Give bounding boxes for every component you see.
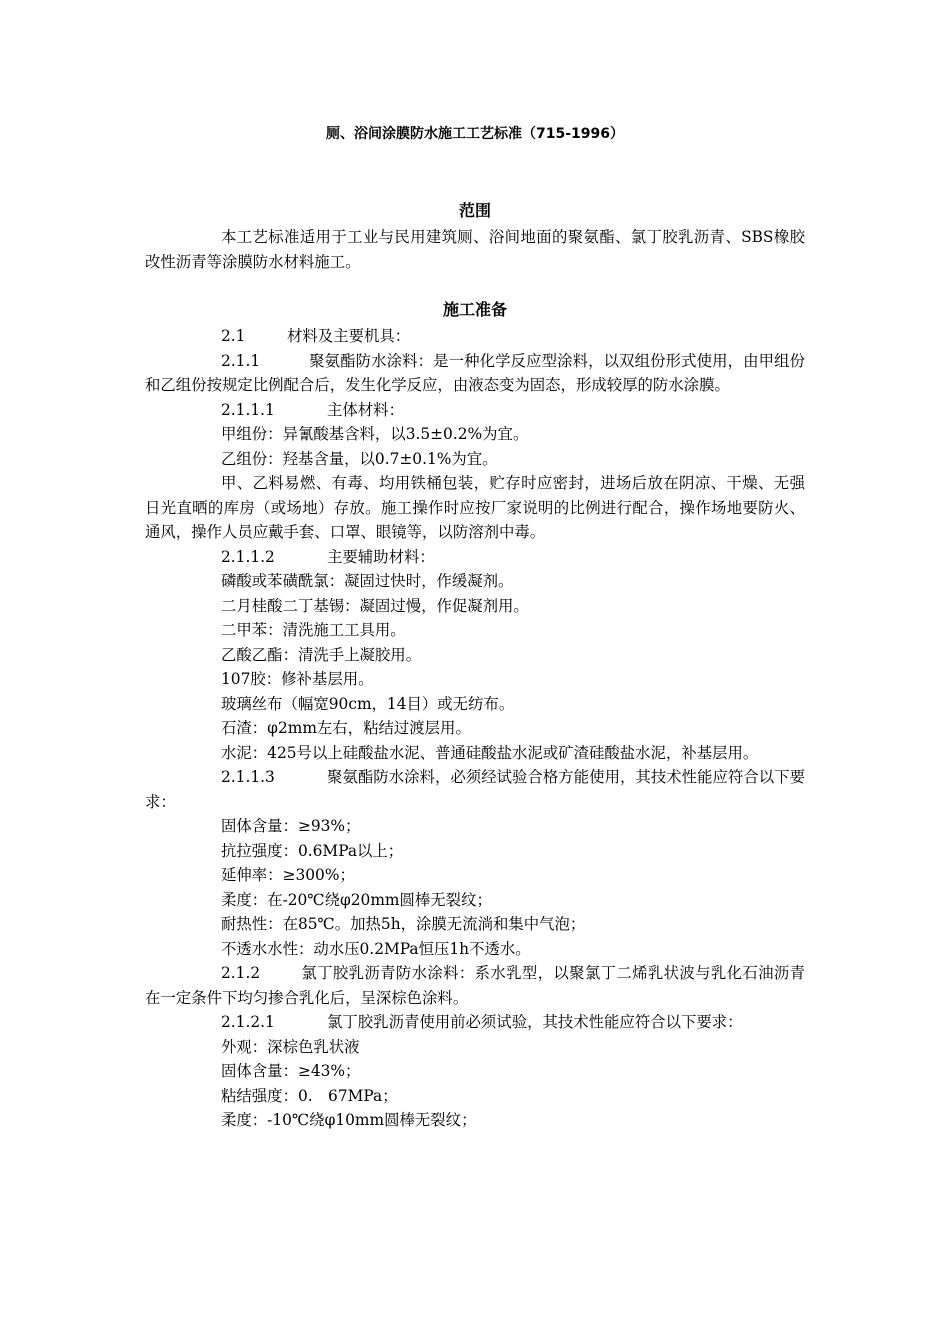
spec-line: 固体含量：≥43%； — [221, 1062, 361, 1080]
section-heading-scope: 范围 — [458, 201, 491, 220]
preparation-section-body — [145, 324, 805, 1133]
scope-paragraph: 本工艺标准适用于工业与民用建筑厕、浴间地面的聚氨酯、氯丁胶乳沥青、SBS橡胶改性沥青等涂膜防水材料施工。 — [145, 228, 805, 271]
spec-line: 粘结强度：0. 67MPa； — [221, 1086, 398, 1105]
section-heading-preparation: 施工准备 — [442, 300, 507, 319]
storage-paragraph: 甲、乙料易燃、有毒、均用铁桶包装，贮存时应密封，进场后放在阴凉、干燥、无强日光直晒的库房（或场地）存放。施工操作时应按厂家说明的比例进行配合，操作场地要防火、通风，操作人员应戴手套、口罩、眼镜等，以防溶剂中毒。 — [145, 474, 805, 541]
clause-text: 主体材料： — [327, 400, 404, 419]
clause-2-1-1-1 — [145, 398, 805, 423]
clause-2-1-1 — [145, 349, 805, 398]
clause-text: 聚氨酯防水涂料：是一种化学反应型涂料，以双组份形式使用，由甲组份和乙组份按规定比例配合后，发生化学反应，由液态变为固态，形成较厚的防水涂膜。 — [145, 351, 805, 394]
clause-2-1-2 — [145, 961, 805, 1010]
spec-line: 柔度：-10℃绕φ10mm圆棒无裂纹； — [221, 1111, 477, 1129]
component-a-line: 甲组份：异氰酸基含料，以3.5±0.2%为宜。 — [221, 425, 529, 443]
clause-2-1-1-2 — [145, 545, 805, 570]
clause-number: 2.1.1.3 — [221, 768, 275, 786]
clause-2-1-2-1 — [145, 1010, 805, 1035]
aux-material-line: 二甲苯：清洗施工工具用。 — [221, 621, 406, 639]
aux-material-line: 磷酸或苯磺酰氯：凝固过快时，作缓凝剂。 — [221, 572, 514, 590]
aux-material-line: 乙酸乙酯：清洗手上凝胶用。 — [221, 645, 422, 664]
clause-2-1-1-3 — [145, 765, 805, 814]
clause-number: 2.1.2.1 — [221, 1013, 275, 1031]
clause-text: 氯丁胶乳沥青防水涂料：系水乳型，以聚氯丁二烯乳状波与乳化石油沥青在一定条件下均匀掺合乳化后，呈深棕色涂料。 — [145, 964, 805, 1007]
spec-line: 固体含量：≥93%； — [221, 817, 361, 835]
spec-line: 抗拉强度：0.6MPa以上； — [221, 841, 404, 860]
spec-line: 外观：深棕色乳状液 — [221, 1037, 360, 1056]
clause-number: 2.1.1.1 — [221, 400, 275, 419]
clause-2-1 — [145, 324, 805, 349]
spec-line: 柔度：在-20℃绕φ20mm圆棒无裂纹； — [221, 890, 492, 909]
spec-line: 耐热性：在85℃。加热5h，涂膜无流淌和集中气泡； — [221, 915, 586, 933]
clause-number: 2.1.2 — [221, 964, 261, 982]
aux-material-line: 玻璃丝布（幅宽90cm，14目）或无纺布。 — [221, 694, 515, 713]
clause-text: 聚氨酯防水涂料，必须经试验合格方能使用，其技术性能应符合以下要求： — [145, 768, 805, 811]
clause-number: 2.1.1 — [221, 351, 261, 370]
document-title: 厕、浴间涂膜防水施工工艺标准（715-1996） — [326, 126, 624, 142]
spec-line: 延伸率：≥300%； — [221, 866, 355, 884]
component-b-line: 乙组份：羟基含量，以0.7±0.1%为宜。 — [221, 449, 498, 468]
aux-material-line: 二月桂酸二丁基锡：凝固过慢，作促凝剂用。 — [221, 596, 529, 615]
spec-line: 不透水水性：动水压0.2MPa恒压1h不透水。 — [221, 939, 531, 958]
clause-text: 材料及主要机具： — [287, 327, 411, 345]
cement-paragraph: 水泥：425号以上硅酸盐水泥、普通硅酸盐水泥或矿渣硅酸盐水泥，补基层用。 — [221, 743, 759, 762]
scope-section-body — [145, 225, 805, 274]
clause-text: 主要辅助材料： — [327, 547, 435, 566]
clause-number: 2.1.1.2 — [221, 547, 275, 566]
clause-number: 2.1 — [221, 327, 246, 345]
clause-text: 氯丁胶乳沥青使用前必须试验，其技术性能应符合以下要求： — [327, 1013, 743, 1031]
aux-material-line: 石渣：φ2mm左右，粘结过渡层用。 — [221, 719, 471, 737]
aux-material-line: 107胶：修补基层用。 — [221, 670, 374, 688]
